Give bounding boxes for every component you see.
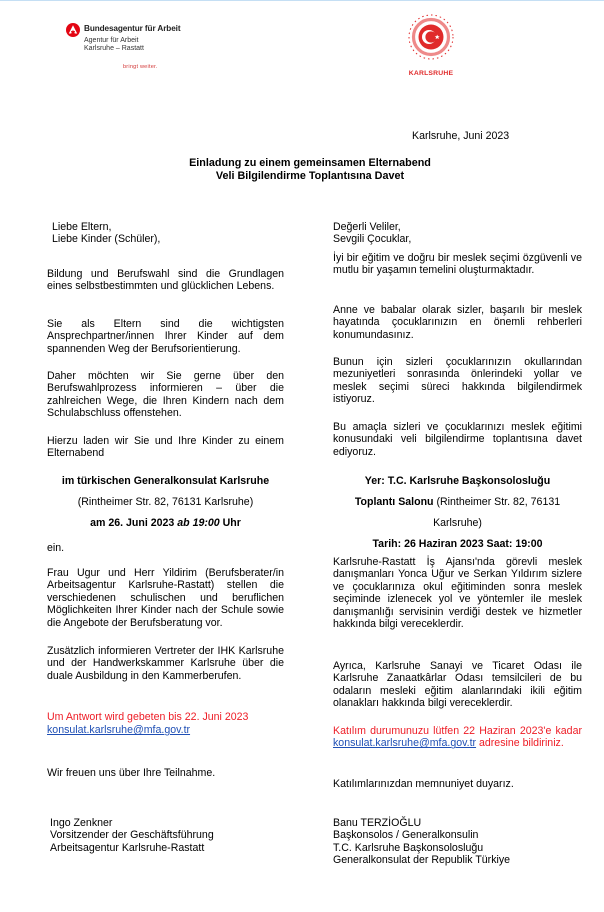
logo-slogan: bringt weiter. <box>123 64 158 70</box>
venue-room: Toplantı Salonu <box>354 496 434 508</box>
address-part2: Karlsruhe) <box>433 517 482 529</box>
date-time: ab 19:00 <box>177 517 220 529</box>
event-date <box>47 517 284 529</box>
signature-name: Banu TERZİOĞLU <box>333 817 422 829</box>
venue: Yer: T.C. Karlsruhe Başkonsolosluğu <box>364 475 551 487</box>
paragraph-6: Zusätzlich informieren Vertreter der IHK Karlsruhe und der Handwerkskammer Karlsruhe über die duale Ausbildung in den Kammerberufen. <box>47 645 284 682</box>
top-border <box>0 0 604 1</box>
rsvp-part2: adresine bildiriniz. <box>479 737 564 750</box>
date-prefix: am 26. Juni 2023 <box>90 517 175 529</box>
rsvp-text <box>333 725 582 750</box>
email-link-wrapper <box>47 724 284 736</box>
address-part1: (Rintheimer Str. 82, 76131 <box>436 496 561 508</box>
paragraph-5: Karlsruhe-Rastatt İş Ajansı'nda görevli meslek danışmanları Yonca Uğur ve Serkan Yıldırım sizlere ve çocuklarınıza okul eğitiminden sonra meslek seçiminde izlenecek yol ve yöntemler ile meslek danışmanlığı servisinin verdiği destek ve hizmetler hakkında bilgi vereceklerdir. <box>333 556 582 631</box>
paragraph-1: İyi bir eğitim ve doğru bir meslek seçimi özgüvenli ve mutlu bir yaşamın temelini oluşturmaktadır. <box>333 252 582 277</box>
closing: Katılımlarınızdan memnuniyet duyarız. <box>333 778 514 790</box>
rsvp-deadline: Um Antwort wird gebeten bis 22. Juni 2023 <box>47 711 249 723</box>
signature-role: Başkonsolos / Generalkonsulin <box>333 829 479 842</box>
turkish-consulate-emblem-icon <box>407 13 455 61</box>
logo-subtitle-line2: Karlsruhe – Rastatt <box>84 45 144 53</box>
greeting-line2: Sevgili Çocuklar, <box>333 233 412 246</box>
signature-org: T.C. Karlsruhe Başkonsolosluğu <box>333 841 484 854</box>
paragraph-6: Ayrıca, Karlsruhe Sanayi ve Ticaret Odası ile Karlsruhe Zanaatkârlar Odası temsilcileri de bu odaların mesleki eğitim alanlarındaki ikili eğitim olanakları hakkında bilgi vereceklerdir. <box>333 660 582 710</box>
greeting <box>333 221 582 246</box>
paragraph-3: Daher möchten wir Sie gerne über den Berufswahlprozess informieren – über die zahlreichen Wege, die Ihren Kindern nach dem Schulabschluss offenstehen. <box>47 370 284 420</box>
greeting-line1: Değerli Veliler, <box>333 221 401 233</box>
logo-subtitle-line1: Agentur für Arbeit <box>84 37 139 44</box>
venue: im türkischen Generalkonsulat Karlsruhe <box>61 475 270 487</box>
date-suffix: Uhr <box>222 517 241 529</box>
signature-name: Ingo Zenkner <box>50 817 113 829</box>
email-link[interactable]: konsulat.karlsruhe@mfa.gov.tr <box>47 724 191 736</box>
signature-org-german: Generalkonsulat der Republik Türkiye <box>333 854 511 867</box>
logo-subtitle <box>84 37 144 54</box>
event-date: Tarih: 26 Haziran 2023 Saat: 19:00 <box>372 538 543 550</box>
signature-german <box>50 817 287 854</box>
paragraph-4: Bu amaçla sizleri ve çocuklarınızı meslek eğitimi konusundaki veli bilgilendirme toplantısına davet ediyoruz. <box>333 421 582 458</box>
venue-room-address <box>333 496 582 508</box>
signature-turkish <box>333 817 582 867</box>
rsvp-part1: Katılım durumunuzu lütfen 22 Haziran 2023'e kadar <box>333 725 582 737</box>
emblem-label: KARLSRUHE <box>408 70 454 77</box>
paragraph-1: Bildung und Berufswahl sind die Grundlagen eines selbstbestimmten und glücklichen Lebens. <box>47 268 284 293</box>
signature-org: Arbeitsagentur Karlsruhe-Rastatt <box>50 841 205 854</box>
paragraph-2: Sie als Eltern sind die wichtigsten Ansprechpartner/innen Ihrer Kinder auf dem spannenden Weg der Berufsorientierung. <box>47 318 284 355</box>
paragraph-5: Frau Ugur und Herr Yildirim (Berufsberater/in Arbeitsagentur Karlsruhe-Rastatt) stellen die verschiedenen schulischen und beruflichen Möglichkeiten Ihrer Kinder nach der Schule sowie die Angebote der Berufsberatung vor. <box>47 567 284 629</box>
ein-text: ein. <box>47 542 65 554</box>
arbeitsagentur-a-logo-icon <box>66 23 80 37</box>
logo-title: Bundesagentur für Arbeit <box>84 24 181 33</box>
title-german: Einladung zu einem gemeinsamen Elternabend <box>189 157 431 169</box>
title-turkish: Veli Bilgilendirme Toplantısına Davet <box>215 169 405 182</box>
bundesagentur-logo <box>66 21 206 73</box>
signature-role: Vorsitzender der Geschäftsführung <box>50 829 214 842</box>
email-link[interactable]: konsulat.karlsruhe@mfa.gov.tr <box>333 737 477 750</box>
closing: Wir freuen uns über Ihre Teilnahme. <box>47 767 216 779</box>
greeting-line1: Liebe Eltern, <box>52 221 112 233</box>
paragraph-3: Bunun için sizleri çocuklarınızın okullarından mezuniyetleri sonrasında önlerindeki yollar ve meslek seçimi süreci hakkında bilgilendirmek istiyoruz. <box>333 356 582 406</box>
paragraph-2: Anne ve babalar olarak sizler, başarılı bir meslek hayatında çocuklarınızın en önemli rehberleri konumundasınız. <box>333 304 582 341</box>
greeting <box>52 221 289 246</box>
address: (Rintheimer Str. 82, 76131 Karlsruhe) <box>77 496 254 508</box>
dateline: Karlsruhe, Juni 2023 <box>412 130 510 142</box>
document-title <box>150 157 470 182</box>
paragraph-4: Hierzu laden wir Sie und Ihre Kinder zu einem Elternabend <box>47 435 284 460</box>
greeting-line2: Liebe Kinder (Schüler), <box>52 233 161 246</box>
consulate-emblem <box>403 13 459 75</box>
